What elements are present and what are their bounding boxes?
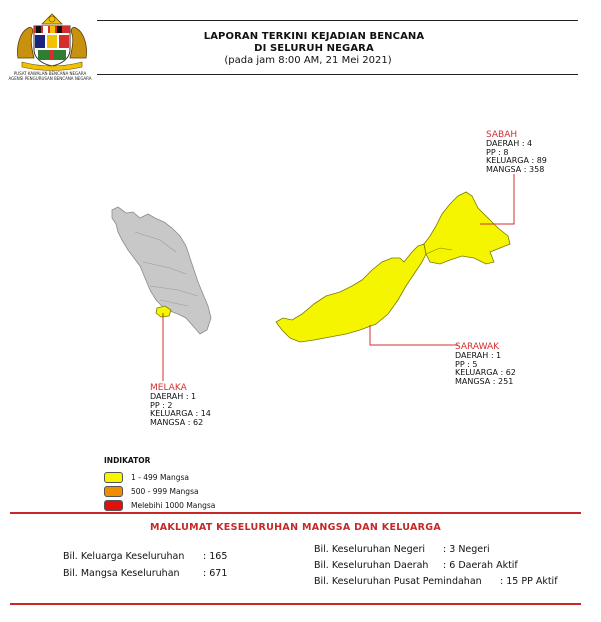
daerah-total-value: : 6 Daerah Aktif	[443, 560, 518, 571]
legend-label-medium: 500 - 999 Mangsa	[131, 486, 199, 496]
sarawak-label	[455, 342, 516, 386]
sabah-label	[486, 130, 547, 174]
melaka-mangsa: MANGSA : 62	[150, 417, 204, 427]
sabah-keluarga: KELUARGA : 89	[486, 156, 547, 165]
report-timestamp: (pada jam 8:00 AM, 21 Mei 2021)	[224, 55, 392, 66]
header-bottom-rule	[97, 74, 578, 75]
pp-total-label: Bil. Keseluruhan Pusat Pemindahan	[314, 576, 482, 587]
summary-title: MAKLUMAT KESELURUHAN MANGSA DAN KELUARGA	[149, 522, 441, 533]
mangsa-total-label: Bil. Mangsa Keseluruhan	[63, 568, 180, 579]
sarawak-keluarga: KELUARGA : 62	[455, 368, 516, 377]
daerah-total-label: Bil. Keseluruhan Daerah	[314, 560, 429, 571]
sarawak-daerah: DAERAH : 1	[455, 351, 502, 360]
pp-total-value: : 15 PP Aktif	[500, 576, 558, 587]
melaka-name: MELAKA	[150, 383, 187, 393]
mangsa-total-row	[63, 568, 227, 579]
summary-bottom-rule	[10, 603, 581, 605]
coat-of-arms-logo	[12, 10, 92, 80]
negeri-total-value: : 3 Negeri	[443, 544, 490, 555]
logo-caption-line1: PUSAT KAWALAN BENCANA NEGARA	[13, 71, 87, 76]
header-top-rule	[97, 20, 578, 21]
melaka-pp: PP : 2	[150, 400, 173, 410]
sabah-pp: PP : 8	[486, 147, 509, 157]
legend-swatch-low	[104, 472, 123, 483]
sarawak-name: SARAWAK	[455, 342, 500, 352]
legend-swatch-medium	[104, 486, 123, 497]
sarawak-mangsa: MANGSA : 251	[455, 376, 514, 386]
sabah-name: SABAH	[486, 130, 518, 140]
sarawak-pp: PP : 5	[455, 359, 478, 369]
title-line-2: DI SELURUH NEGARA	[254, 43, 374, 54]
melaka-label	[150, 383, 211, 427]
melaka-daerah: DAERAH : 1	[150, 392, 197, 401]
keluarga-total-label: Bil. Keluarga Keseluruhan	[63, 551, 185, 562]
sabah-daerah: DAERAH : 4	[486, 139, 533, 148]
legend-item	[104, 484, 215, 498]
melaka-keluarga: KELUARGA : 14	[150, 409, 211, 418]
pp-total-row	[314, 576, 558, 587]
negeri-total-label: Bil. Keseluruhan Negeri	[314, 544, 426, 555]
title-line-1: LAPORAN TERKINI KEJADIAN BENCANA	[203, 31, 425, 42]
report-title	[150, 31, 478, 67]
logo-caption-line2: AGENSI PENGURUSAN BENCANA NEGARA	[8, 76, 92, 81]
legend-item	[104, 498, 215, 512]
mangsa-total-value: : 671	[203, 568, 228, 579]
legend-title: INDIKATOR	[104, 456, 151, 465]
legend-label-low: 1 - 499 Mangsa	[131, 472, 190, 482]
legend	[104, 456, 215, 512]
logo-caption	[8, 71, 92, 81]
sabah-mangsa: MANGSA : 358	[486, 164, 545, 174]
legend-label-high: Melebihi 1000 Mangsa	[131, 500, 216, 510]
sabah-region	[424, 192, 510, 264]
legend-swatch-high	[104, 500, 123, 511]
keluarga-total-row	[63, 551, 227, 562]
sarawak-callout-line	[370, 325, 458, 345]
sarawak-region	[276, 244, 426, 342]
keluarga-total-value: : 165	[203, 551, 228, 562]
summary-top-rule	[10, 512, 581, 514]
legend-item	[104, 470, 215, 484]
daerah-total-row	[314, 560, 518, 571]
negeri-total-row	[314, 544, 490, 555]
